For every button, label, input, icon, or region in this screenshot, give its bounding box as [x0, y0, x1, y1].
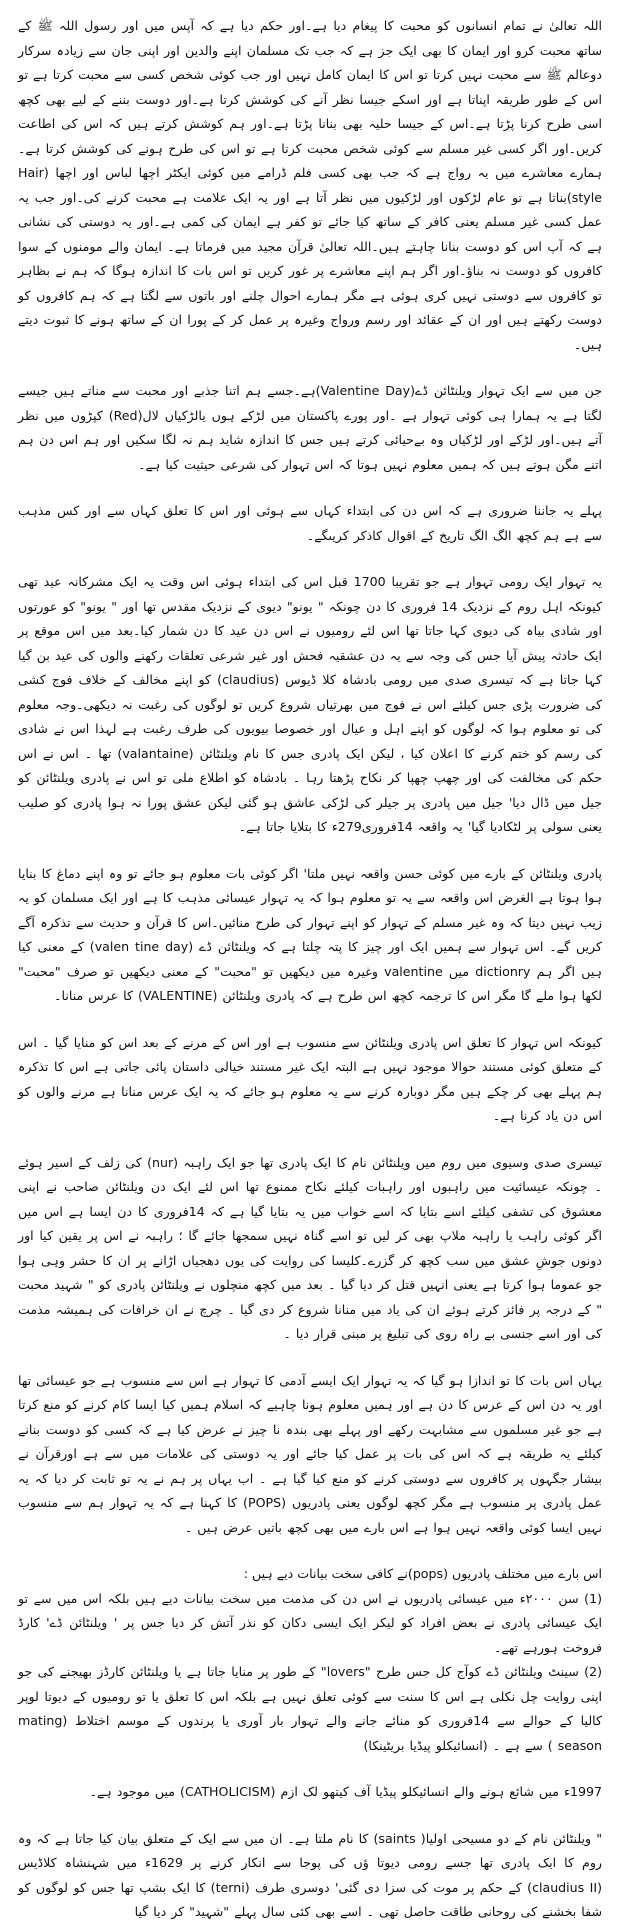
paragraph-association: کیونکہ اس تہوار کا تعلق اس پادری ویلنٹائن سے منسوب ہے اور اس کے مرنے کے بعد اس کو منایا گیا ۔ اس کے متعلق کوئی مستند حوالا موجود نہیں ہے البتہ ایک غیر مستند خیالی داستان پائی جاتی ہے اس کا تذکرہ ہم پہلے بھی کر چکے ہیں مگر دوبارہ کرنے سے یہ معلوم ہو جائے کہ یہ ایک عرس منانا ہے مرنے والوں کو اس دن یاد کرنا ہے۔: [18, 1034, 602, 1123]
paragraph-saints: " ویلنٹائن نام کے دو مسیحی اولیا( saints) کا نام ملتا ہے۔ ان میں سے ایک کے متعلق بیان کیا جاتا ہے کہ وہ روم کا ایک پادری تھا جسے رومی دیوتا ؤں کی پوجا سے انکار کرنے پر 1629ء میں شہنشاہ کلاڈیس (claudius II) کے حکم پر موت کی سزا دی گئی' دوسری طرف (terni) کا ایک بشپ تھا جس کو لوگوں کو شفا بخشنے کی روحانی طاقت حاصل تھی ۔ اسے بھی کئی سال پہلے "شہید" کر دیا گیا: [18, 1830, 602, 1919]
paragraph-third-century: تیسری صدی وسیوی میں روم میں ویلنٹائن نام کا ایک پادری تھا جو ایک راہبہ (nur) کی زلف کے اسیر ہوئے ۔ چونکہ عیسائیت میں راہبوں اور راہبات کیلئے نکاح ممنوع تھا اس لئے ایک دن ویلنٹائن صاحب نے اپنی معشوق کی تشفی کیلئے اسے بتایا کہ اسے خواب میں یہ بتایا گیا ہے کہ 14فروری کا دن ایسا ہے اس میں اگر کوئی راہب یا راہبہ ملاپ بھی کر لیں تو اسے گناہ نہیں سمجھا جائے گا ؛ راہبہ نے اس پر یقین کیا اور دونوں جوشِ عشق میں سب کچھ کر گزرے۔کلیسا کی روایت کی یوں دھجیاں اڑانے پر ان کا حشر وہی ہوا جو عموما ہوا کرتا ہے یعنی انہیں قتل کر دیا گیا ۔ بعد میں کچھ منچلوں نے ویلنٹائن پادری کو " شہید محبت " کے درجہ پر فائز کرتے ہوئے ان کی یاد میں منانا شروع کر دی گیا ۔ چرچ نے ان خرافات کی ہمیشہ مذمت کی اور اسے جنسی بے راہ روی کی تبلیغ پر مبنی قرار دیا ۔: [18, 1154, 602, 1341]
list-intro: اس بارے میں مختلف پادریوں (pops)نے کافی سخت بیانات دیے ہیں :: [243, 1566, 602, 1581]
paragraph-intro: اللہ تعالیٰ نے تمام انسانوں کو محبت کا پیغام دیا ہے۔اور حکم دیا ہے کہ آپس میں اور رسول اللہ ﷺ کے ساتھ محبت کرو اور ایمان کا بھی ایک جز ہے کہ جب تک مسلمان اپنے والدین اور اپنی جان سے زیادہ سرکار دوعالم ﷺ سے محبت نہیں کرتا تو اس کا ایمان کامل نہیں اور جب کوئی شخص کسی سے محبت کرتا ہے تو اس کے طور طریقہ اپناتا ہے اور اسکے جیسا نظر آنے کی کوشش کرتا ہے۔اور دوست بننے کے لیے بھی کچھ اسی طرح کرنا پڑتا ہے۔اس کے جیسا حلیہ بھی بنانا پڑتا ہے۔اور ہم کوشش کرتے ہیں کہ اس کی اطاعت کریں۔اور اگر کسی غیر مسلم سے کوئی شخص محبت کرتا ہے تو اس کی طرح ہونے کی کوشش کرتا ہے۔ہمارے معاشرے میں یہ رواج ہے کہ جب بھی کسی فلم ڈرامے میں کوئی ایکٹر اچھا لباس اور اچھا (Hair style)بناتا ہے تو عام لڑکوں اور لڑکیوں میں نظر آتا ہے اور یہ ایک علامت ہے محبت کرنے کی۔اور جب یہ عمل کسی غیر مسلم یعنی کافر کے ساتھ کیا جائے تو کفر ہے ایمان کی کمی ہے۔اور یہ دوستی کی نشانی ہے کہ آپ اس کو دوست بنانا چاہتے ہیں۔اللہ تعالیٰ قرآن مجید میں فرماتا ہے۔ ایمان والے مومنوں کے سوا کافروں کو دوست نہ بناؤ۔اور اگر ہم اپنے معاشرے پر غور کریں تو اس بات کا اندازہ ہوگا کہ ہم نے بظاہر تو کافروں سے دوستی نہیں کری ہوئی ہے مگر ہمارے احوال چلنے اور باتوں سے لگتا ہے کہ ہم کافروں کو دوست رکھتے ہیں اور ان کے عقائد اور رسم ورواج وغیرہ پر عمل کر کے پورا ان کے ساتھ ہونے کا ثبوت دیتے ہیں۔: [18, 18, 602, 352]
source-note: 1997ء میں شائع ہونے والے انسائیکلو پیڈیا آف کیتھو لک ازم (CATHOLICISM) میں موجود ہے۔: [89, 1784, 602, 1799]
paragraph-priest-valentine: پادری ویلنٹائن کے بارے میں کوئی حسن واقعہ نہیں ملتا' اگر کوئی بات معلوم ہو جائے تو وہ اپنے دماغ کا بنایا ہوا ہوتا ہے الغرض اس واقعہ سے یہ تو معلوم ہوا کہ یہ تہوار عیسائی مذہب کا ہے اور ایک مسلمان کو یہ زیب نہیں دیتا کہ وہ غیر مسلم کے تہوار کو اپنے تہوار کی طرح منائیں۔اس کا قرآن و حدیث سے تذکرہ آگے کریں گے۔ اس تہوار سے ہمیں ایک اور چیز کا پتہ چلتا ہے کہ ویلنٹائن ڈے (valen tine day) کے معنی کیا ہیں اگر ہم dictionry میں valentine وغیرہ میں دیکھیں تو "محبت" کے معنی دیکھیں تو صرف "محبت" لکھا ہوا ملے گا مگر اس کا ترجمہ کچھ اس طرح ہے کہ پادری ویلنٹائن (VALENTINE) کا عرس منانا۔: [18, 865, 603, 1003]
list-item-1: (1) سن ٢٠٠٠ء میں عیسائی پادریوں نے اس دن کی مذمت میں سخت بیانات دیے ہیں بلکہ اس میں سے تو ایک عیسائی پادری نے بعض افراد کو لیکر ایک ایسی دکان کو نذر آتش کر دیا جس پر ' ویلنٹائن ڈے' کارڈ فروخت ہورہے تھے۔: [18, 1590, 602, 1655]
pops-statements: [18, 1562, 602, 1758]
paragraph-valentine-day: جن میں سے ایک تہوار ویلنٹائن ڈے(Valentine Day)ہے۔جسے ہم اتنا جذبے اور محبت سے مناتے ہیں جیسے لگتا ہے یہ ہمارا ہی کوئی تہوار ہے ۔اور پورے پاکستان میں لڑکے ہوں یالڑکیاں لال(Red) کپڑوں میں نظر آتے ہیں۔اور لڑکے اور لڑکیاں وہ بےحیائی کرتے ہیں جس کا اندازہ شاید ہم نہ لگا سکیں اور ہم اس دن ہم اتنے مگن ہوتے ہیں کہ ہمیں معلوم نہیں ہوتا کہ اس تہوار کی شرعی حیثیت کیا ہے۔: [18, 383, 603, 472]
paragraph-conclusion: یہاں اس بات کا تو اندازا ہو گیا کہ یہ تہوار ایک ایسے آدمی کا تہوار ہے اس سے منسوب ہے جو عیسائی تھا اور یہ دن اس کے عرس کا دن ہے اور ہمیں معلوم ہونا چاہیے کہ اسلام ہمیں کیا ایسا کام کرنے کو منع کرتا ہے جو غیر مسلموں سے مشابہت رکھے اور پہلے بھی بندہ نا چیز نے عرض کیا ہے کہ کسی کو دوست بنانے کیلئے یہ طریقہ ہے کہ اس کی بات پر عمل کیا جائے اور یہ دوستی کی علامات میں سے ہے اورقرآن نے بیشار جگہوں پر کافروں سے دوستی کرنے کو منع کیا گیا ہے ۔ اب یہاں پر ہم نے یہ تو ثابت کر دیا کہ یہ عمل پادری پر منسوب ہے مگر کچھ لوگوں یعنی پادریوں (POPS) کا کہنا ہے کہ یہ تہوار ہم سے منسوب نہیں ایسا کوئی واقعہ نہیں ہوا ہے اس بارے میں بھی کچھ باتیں عرض ہیں ۔: [18, 1372, 602, 1535]
list-item-2: (2) سینٹ ویلنٹائن ڈے کوآج کل جس طرح "lovers" کے طور پر منایا جاتا ہے یا ویلنٹائن کارڈز بھیجنے کی جو اپنی روایت چل نکلی ہے اس کا سنت سے کوئی تعلق نہیں ہے بلکہ اس کا تعلق یا تو رومیوں کے دیوتا لوپر کالیا کے حوالے سے 14فروری کو منائے جانے والے تہوار بار آوری یا پرندوں کے موسم اختلاط (mating season ) سے ہے ۔ (انسائیکلو پیڈیا بریٹینکا): [18, 1664, 602, 1753]
paragraph-origin-question: پہلے یہ جاننا ضروری ہے کہ اس دن کی ابتداء کہاں سے ہوئی اور اس کا تعلق کہاں سے اور کس مذہب سے ہے ہم کچھ الگ الگ تاریخ کے اقوال کاذکر کریںگے۔: [18, 503, 602, 543]
paragraph-roman-history: یہ تہوار ایک رومی تہوار ہے جو تقریبا 1700 قبل اس کی ابتداء ہوئی اس وقت یہ ایک مشرکانہ عید تھی کیونکہ اہل روم کے نزدیک 14 فروری کا دن چونکہ " یونو" دیوی کے نزدیک مقدس تھا اور " یونو" کو عورتوں اور شادی بیاہ کی دیوی کہا جاتا تھا اس لئے رومیوں نے اس دن عید کا دن شمار کیا۔بعد میں اس موقع پر ایک حادثہ پیش آیا جس کی وجہ سے یہ دن عشقیہ فحش اور غیر شرعی تعلقات رکھنے والوں کی عید بن گیا کہا جاتا ہے کہ تیسری صدی میں رومی بادشاہ کلا ڈیوس (claudius) کو اپنے مخالف کے خلاف فوج کشی کی ضرورت پڑی جس کیلئے اس نے فوج میں بھرتیاں شروع کریں تو لوگوں کی رغبت نہ دیکھی۔وجہ معلوم کی تو معلوم ہوا کہ لوگوں کو اپنے اہل و عیال اور خصوصا بیویوں کی طرف رغبت ہے لہذا اس نے شادی کی رسم کو ختم کرنے کا اعلان کیا ، لیکن ایک پادری جس کا نام ویلنٹائن (valantaine) تھا ۔ اس نے اس حکم کی مخالفت کی اور چھپ چھپا کر نکاح پڑھتا رہا ۔ بادشاہ کو اطلاع ملی تو اس نے پادری ویلنٹائن کو جیل میں ڈال دیا' جیل میں پادری پر جیلر کی لڑکی عاشق ہو گئی لیکن عشق پورا نہ ہوا پادری کو صلیب یعنی سولی پر لٹکادیا گیا' یہ واقعہ 14فروری279ء کا بتلایا جاتا ہے۔: [18, 574, 602, 834]
